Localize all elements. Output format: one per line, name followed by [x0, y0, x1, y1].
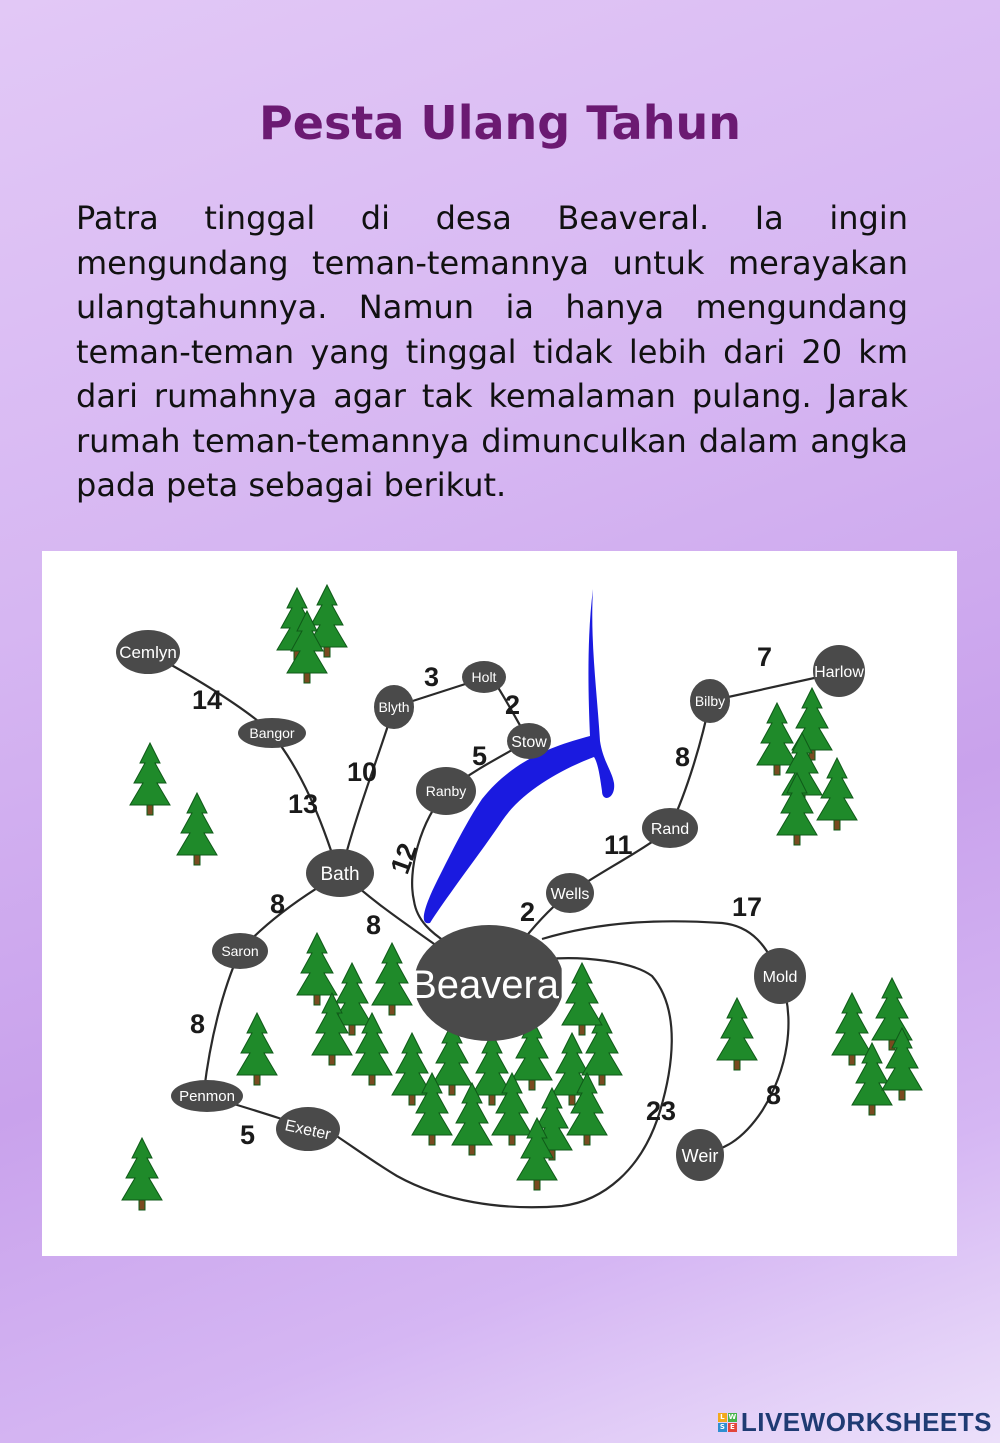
distance-holt-stow: 2 [505, 690, 521, 720]
distance-beaveral-mold: 17 [732, 892, 763, 922]
distance-ranby-beaveral: 12 [384, 839, 424, 878]
tree-icon [130, 743, 170, 815]
brand-logo [718, 1407, 992, 1437]
town-stow [507, 723, 551, 759]
page-title: Pesta Ulang Tahun [259, 96, 741, 150]
svg-text:Penmon: Penmon [179, 1088, 235, 1105]
town-rand [642, 808, 698, 848]
town-harlow [813, 645, 865, 697]
distance-mold-weir: 8 [766, 1080, 782, 1110]
tree-icon [817, 758, 857, 830]
distance-bath-beaveral: 8 [366, 910, 382, 940]
svg-text:Ranby: Ranby [425, 783, 467, 799]
distance-blyth-holt: 3 [424, 662, 440, 692]
town-holt [462, 661, 506, 693]
tree-icon [562, 963, 602, 1035]
svg-text:Stow: Stow [511, 734, 547, 751]
tree-icon [122, 1138, 162, 1210]
story-paragraph: Patra tinggal di desa Beaveral. Ia ingin mengundang teman-temannya untuk merayakan ulangtahunnya. Namun ia hanya mengundang teman-teman yang tinggal tidak lebih dari 20 km dari rumahnya agar tak kemalaman pulang. Jarak rumah teman-temannya dimunculkan dalam angka pada peta sebagai berikut. [76, 199, 908, 504]
distance-saron-penmon: 8 [190, 1009, 206, 1039]
road-saron-penmon [204, 951, 240, 1091]
svg-text:Blyth: Blyth [378, 699, 410, 715]
town-penmon [171, 1080, 243, 1112]
town-wells [546, 873, 594, 913]
brand-name: LIVEWORKSHEETS [740, 1406, 992, 1437]
svg-text:Cemlyn: Cemlyn [119, 643, 177, 662]
town-saron [212, 933, 268, 969]
distance-saron-bath: 8 [270, 889, 286, 919]
road-beaveral-mold [542, 921, 780, 976]
distance-bangor-bath: 13 [288, 789, 319, 819]
tree-icon [177, 793, 217, 865]
svg-text:Bath: Bath [320, 864, 360, 885]
town-mold [754, 948, 806, 1004]
road-blyth-bath [342, 707, 394, 869]
svg-text:Wells: Wells [550, 886, 590, 903]
distance-wells-beaveral: 2 [520, 897, 536, 927]
town-weir [676, 1129, 724, 1181]
logo-icon: L W S E [719, 1412, 737, 1431]
town-bilby [690, 679, 730, 723]
svg-text:Beaveral: Beaveral [410, 963, 568, 1007]
distance-penmon-exeter: 5 [240, 1120, 256, 1150]
distance-bilby-rand: 8 [675, 742, 691, 772]
town-exeter [276, 1107, 340, 1151]
town-bath [306, 849, 374, 897]
town-cemlyn [116, 630, 180, 674]
svg-text:Exeter: Exeter [283, 1117, 333, 1144]
map-canvas [42, 551, 957, 1256]
tree-icon [237, 1013, 277, 1085]
distance-stow-ranby: 5 [472, 741, 488, 771]
town-bangor [238, 718, 306, 748]
svg-text:Weir: Weir [681, 1146, 719, 1166]
distance-beaveral-exeter: 23 [646, 1096, 677, 1126]
svg-text:Bangor: Bangor [249, 725, 295, 741]
distance-cemlyn-bangor: 14 [192, 685, 223, 715]
tree-icon [372, 943, 412, 1015]
svg-text:Holt: Holt [471, 669, 497, 685]
svg-text:Saron: Saron [221, 943, 259, 959]
route-map [42, 551, 957, 1256]
distance-rand-wells: 11 [604, 830, 633, 860]
svg-text:Harlow: Harlow [814, 664, 864, 681]
distance-blyth-bath: 10 [347, 757, 378, 787]
distance-bilby-harlow: 7 [757, 642, 773, 672]
svg-text:Rand: Rand [650, 821, 690, 838]
tree-icon [717, 998, 757, 1070]
svg-text:Mold: Mold [762, 969, 798, 986]
town-blyth [374, 685, 414, 729]
town-ranby [416, 767, 476, 815]
svg-text:Bilby: Bilby [694, 693, 726, 709]
